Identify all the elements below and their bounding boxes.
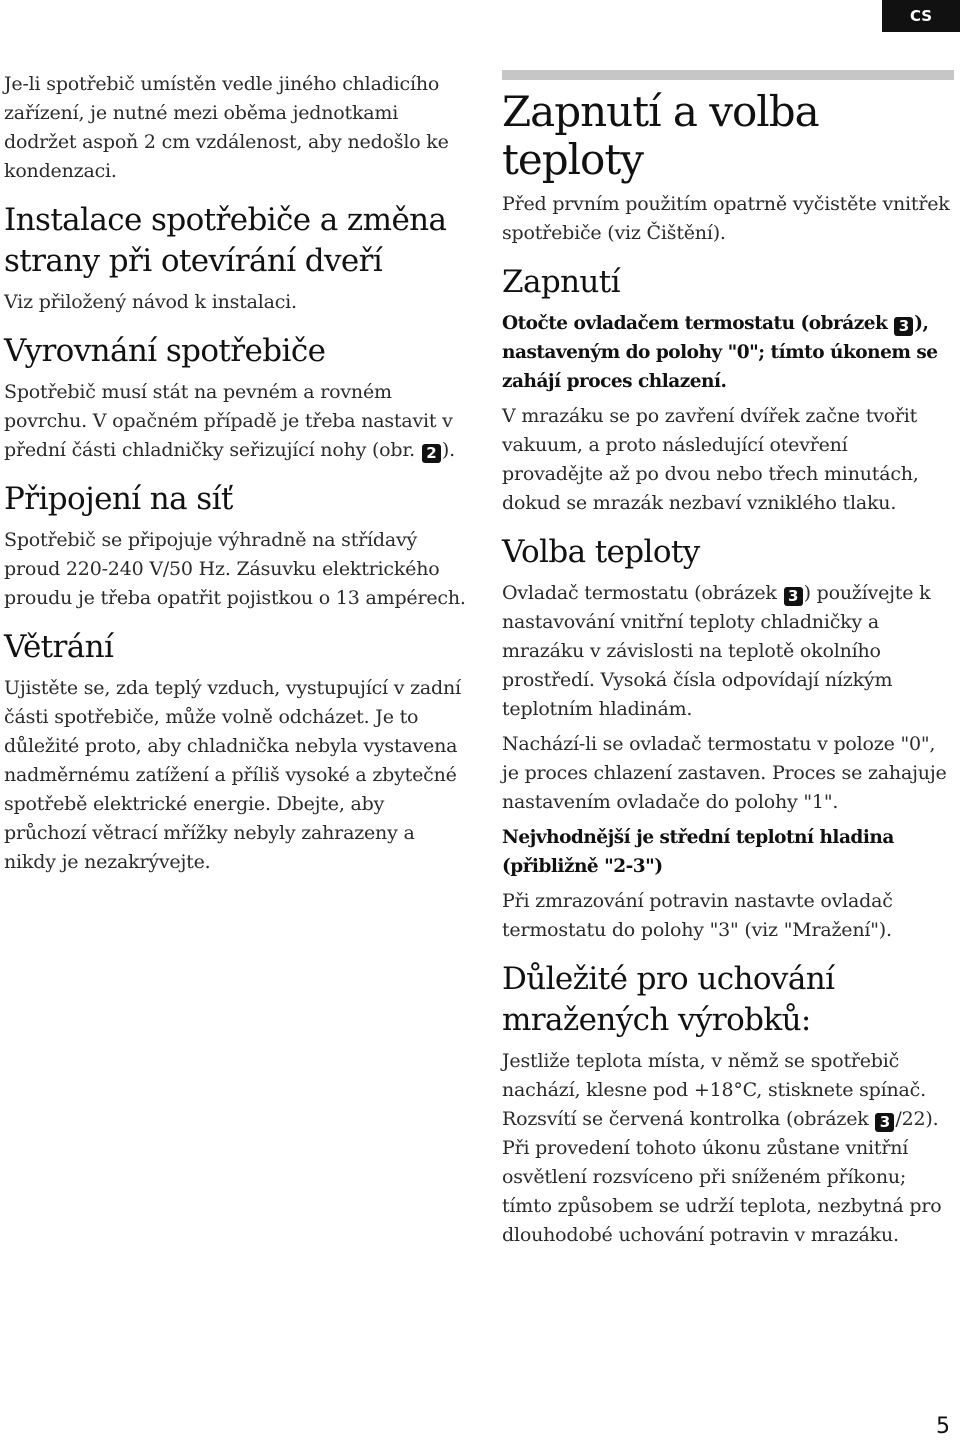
switch-on-paragraph: V mrazáku se po zavření dvířek začne tvořit vakuum, a proto následující otevření provadějte až po dvou nebo třech minutách, dokud se mrazák nezbaví vzniklého tlaku.	[502, 405, 919, 514]
temperature-paragraph-3: Při zmrazování potravin nastavte ovladač termostatu do polohy "3" (viz "Mražení").	[502, 890, 893, 941]
figure-3-marker: 3	[875, 1113, 894, 1132]
power-heading: Připojení na síť	[4, 481, 233, 517]
leveling-heading: Vyrovnání spotřebiče	[4, 333, 326, 369]
section-rule	[502, 70, 954, 80]
page-number: 5	[936, 1414, 950, 1439]
temperature-paragraph	[502, 579, 954, 724]
figure-2-marker: 2	[422, 444, 441, 463]
switch-on-text-end: ), nastaveným do polohy "0"; tímto úkonem se zahájí proces chlazení.	[502, 313, 938, 392]
frozen-food-paragraph	[502, 1047, 954, 1250]
switch-on-instruction	[502, 309, 954, 396]
switch-on-text-start: Otočte ovladačem termostatu (obrázek	[502, 313, 894, 334]
installation-heading: Instalace spotřebiče a změna strany při otevírání dveří	[4, 202, 447, 279]
figure-3-marker: 3	[894, 317, 913, 336]
power-paragraph: Spotřebič se připojuje výhradně na střídavý proud 220-240 V/50 Hz. Zásuvku elektrického proudu je třeba opatřit pojistkou o 13 ampérech.	[4, 529, 466, 609]
temperature-text-start: Ovladač termostatu (obrázek	[502, 582, 783, 604]
main-heading: Zapnutí a volba teploty	[502, 87, 819, 184]
left-column	[4, 70, 466, 883]
language-badge: CS	[882, 0, 960, 32]
intro-paragraph: Je-li spotřebič umístěn vedle jiného chladicího zařízení, je nutné mezi oběma jednotkami dodržet aspoň 2 cm vzdálenost, aby nedošlo ke kondenzaci.	[4, 73, 449, 182]
ventilation-heading: Větrání	[4, 629, 114, 665]
temperature-paragraph-2: Nachází-li se ovladač termostatu v poloze "0", je proces chlazení zastaven. Proces se zahajuje nastavením ovladače do polohy "1".	[502, 733, 947, 813]
temperature-heading: Volba teploty	[502, 534, 700, 570]
leveling-text-end: ).	[441, 439, 455, 461]
recommended-setting: Nejvhodnější je střední teplotní hladina (přibližně "2-3")	[502, 827, 894, 877]
frozen-text-end: /22). Při provedení tohoto úkonu zůstane vnitřní osvětlení rozsvíceno při sníženém příkonu; tímto způsobem se udrží teplota, nezbytná pro dlouhodobé uchování potravin v mrazáku.	[502, 1108, 942, 1246]
ventilation-paragraph: Ujistěte se, zda teplý vzduch, vystupující v zadní části spotřebiče, může volně odcházet. Je to důležité proto, aby chladnička nebyla vystavena nadměrnému zatížení a příliš vysoké a zbytečné spotřebě elektrické energie. Dbejte, aby průchozí větrací mřížky nebyly zahrazeny a nikdy je nezakrývejte.	[4, 677, 461, 873]
installation-paragraph: Viz přiložený návod k instalaci.	[4, 291, 297, 313]
figure-3-marker: 3	[784, 587, 803, 606]
switch-on-heading: Zapnutí	[502, 264, 620, 300]
leveling-text-start: Spotřebič musí stát na pevném a rovném povrchu. V opačném případě je třeba nastavit v přední části chladničky seřizující nohy (obr.	[4, 381, 453, 461]
frozen-text-start: Jestliže teplota místa, v němž se spotřebič nachází, klesne pod +18°C, stisknete spínač. Rozsvítí se červená kontrolka (obrázek	[502, 1050, 926, 1130]
temperature-text-end: ) používejte k nastavování vnitřní teploty chladničky a mrazáku v závislosti na teplotě okolního prostředí. Vysoká čísla odpovídají nízkým teplotním hladinám.	[502, 582, 931, 720]
right-column	[502, 70, 954, 1256]
frozen-food-heading: Důležité pro uchování mražených výrobků:	[502, 961, 835, 1038]
leveling-paragraph	[4, 378, 466, 465]
main-paragraph: Před prvním použitím opatrně vyčistěte vnitřek spotřebiče (viz Čištění).	[502, 193, 950, 244]
